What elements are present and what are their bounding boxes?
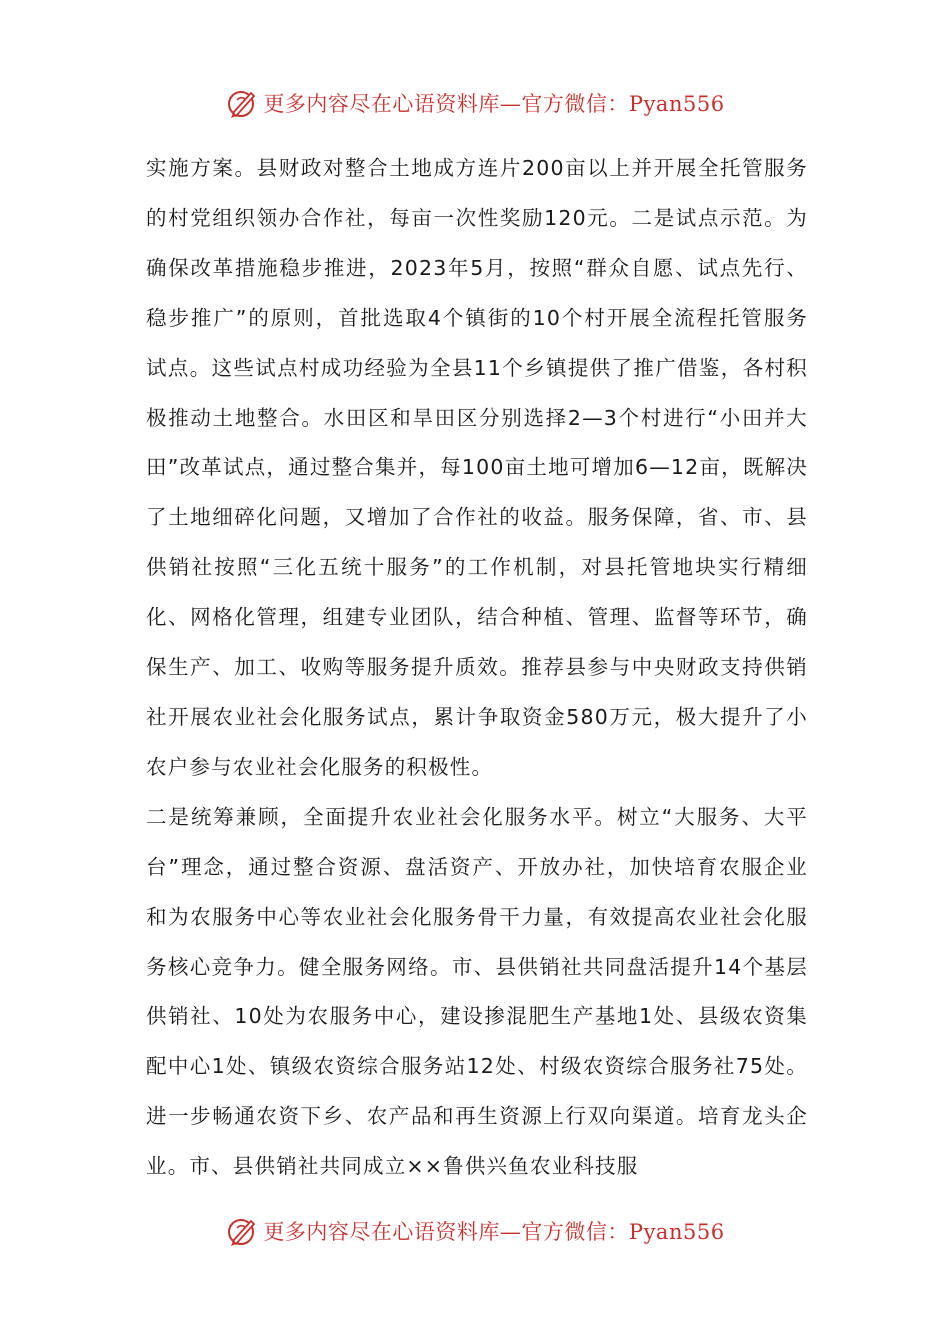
footer-watermark-text: 更多内容尽在心语资料库—官方微信：Pyan556: [263, 1220, 725, 1244]
document-body: [146, 144, 808, 1192]
pen-logo-icon: [225, 86, 259, 120]
body-paragraph-2: 二是统筹兼顾，全面提升农业社会化服务水平。树立“大服务、大平台”理念，通过整合资源、盘活资产、开放办社，加快培育农服企业和为农服务中心等农业社会化服务骨干力量，有效提高农业社会化服务核心竞争力。健全服务网络。市、县供销社共同盘活提升14个基层供销社、10处为农服务中心，建设掺混肥生产基地1处、县级农资集配中心1处、镇级农资综合服务站12处、村级农资综合服务社75处。进一步畅通农资下乡、农产品和再生资源上行双向渠道。培育龙头企业。市、县供销社共同成立××鲁供兴鱼农业科技服: [146, 804, 808, 1179]
header-watermark-banner: [0, 83, 950, 123]
pen-logo-icon: [225, 1214, 259, 1248]
footer-watermark-banner: [0, 1211, 950, 1251]
header-watermark-text: 更多内容尽在心语资料库—官方微信：Pyan556: [263, 92, 725, 116]
body-paragraph-1: 实施方案。县财政对整合土地成方连片200亩以上并开展全托管服务的村党组织领办合作社，每亩一次性奖励120元。二是试点示范。为确保改革措施稳步推进，2023年5月，按照“群众自愿、试点先行、稳步推广”的原则，首批选取4个镇街的10个村开展全流程托管服务试点。这些试点村成功经验为全县11个乡镇提供了推广借鉴，各村积极推动土地整合。水田区和旱田区分别选择2—3个村进行“小田并大田”改革试点，通过整合集并，每100亩土地可增加6—12亩，既解决了土地细碎化问题，又增加了合作社的收益。服务保障，省、市、县供销社按照“三化五统十服务”的工作机制，对县托管地块实行精细化、网格化管理，组建专业团队，结合种植、管理、监督等环节，确保生产、加工、收购等服务提升质效。推荐县参与中央财政支持供销社开展农业社会化服务试点，累计争取资金580万元，极大提升了小农户参与农业社会化服务的积极性。: [146, 156, 808, 779]
